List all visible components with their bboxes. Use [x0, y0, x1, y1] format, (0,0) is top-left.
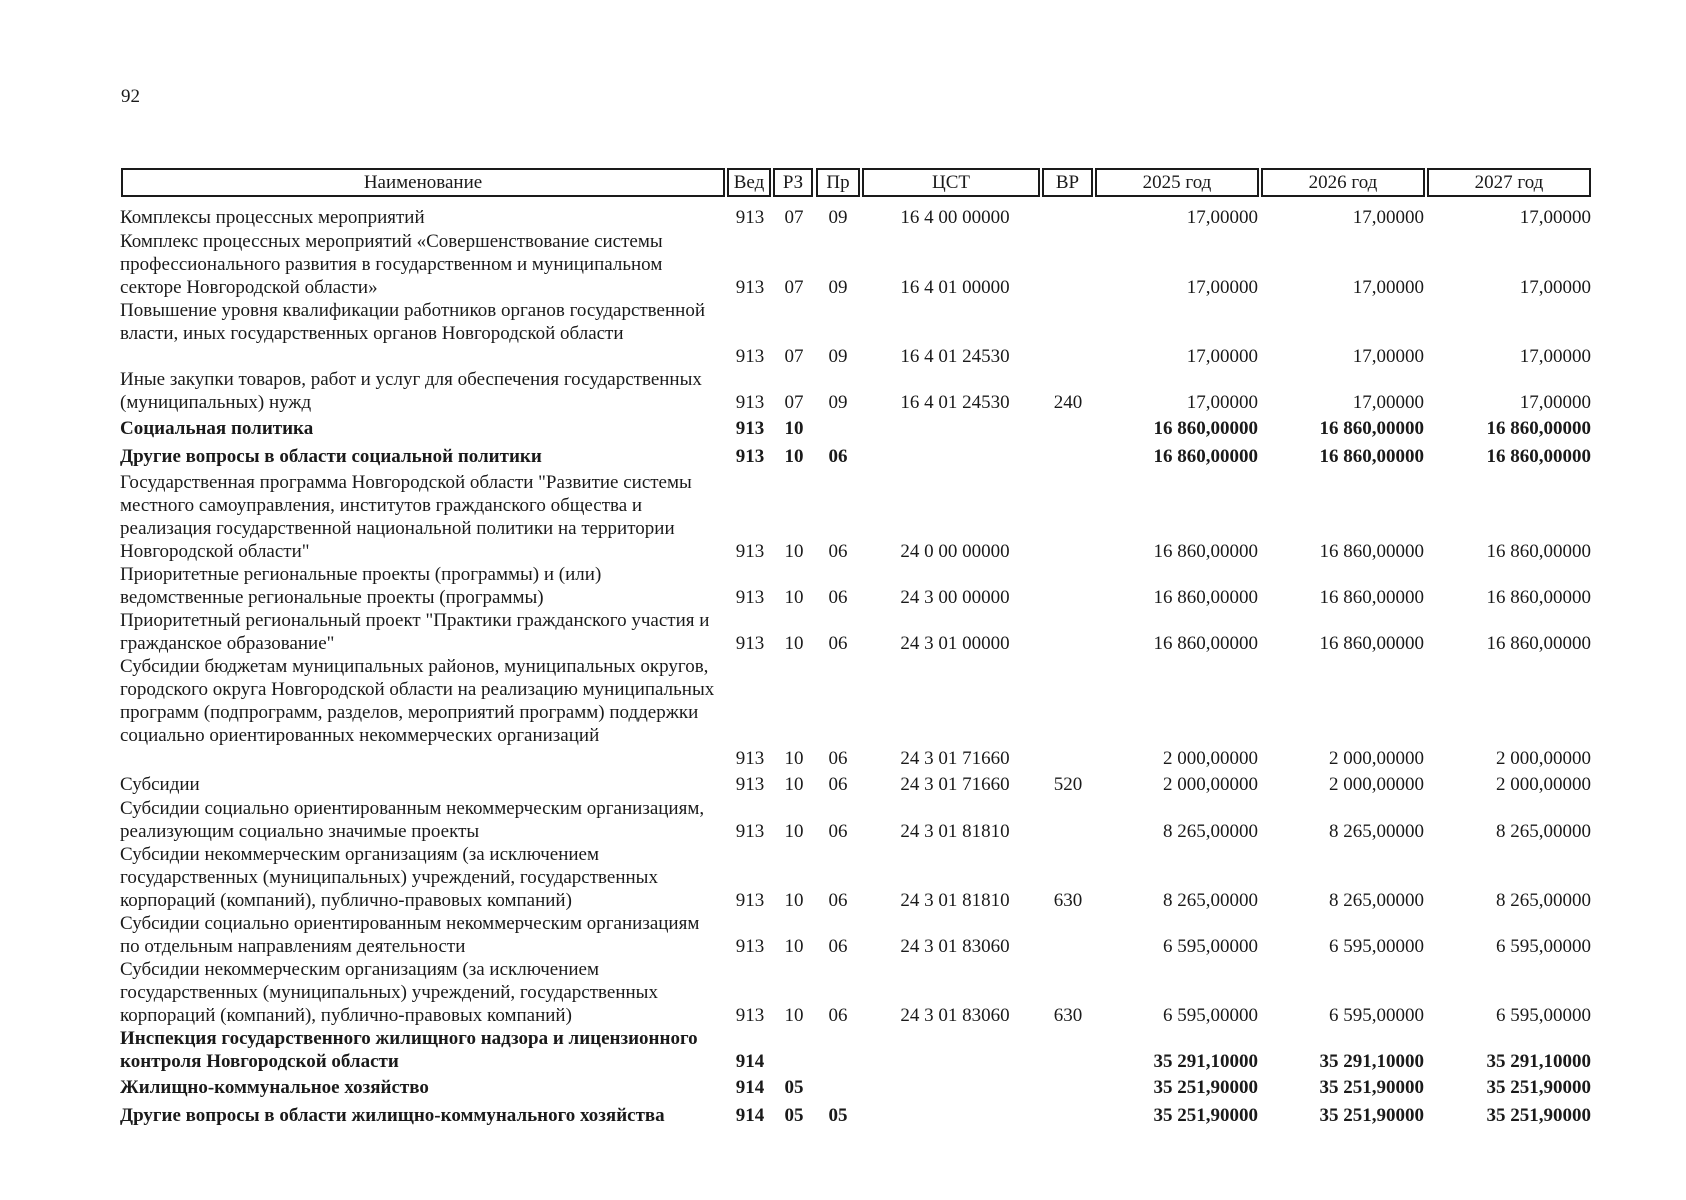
row-cst: 24 3 01 71660 — [900, 774, 1010, 795]
row-2027: 35 251,90000 — [1486, 1077, 1591, 1098]
row-rz: 10 — [784, 748, 804, 769]
row-2026: 8 265,00000 — [1329, 821, 1424, 842]
row-2025: 8 265,00000 — [1163, 890, 1258, 911]
row-2027: 16 860,00000 — [1486, 633, 1591, 654]
row-cst: 16 4 01 24530 — [900, 392, 1010, 413]
row-name: Субсидии социально ориентированным некоммерческим организациям, реализующим социально значимые проекты — [120, 798, 705, 842]
row-ved: 913 — [735, 774, 765, 795]
row-pr: 09 — [828, 346, 848, 367]
row-2025: 16 860,00000 — [1153, 541, 1258, 562]
row-name: Социальная политика — [120, 418, 314, 439]
row-name: Субсидии некоммерческим организациям (за исключением государственных (муниципальных) учреждений, государственных корпораций (компаний), публично-правовых компаний) — [120, 959, 658, 1026]
row-cst: 24 3 01 83060 — [900, 1005, 1010, 1026]
row-2025: 35 251,90000 — [1153, 1077, 1258, 1098]
row-vr: 630 — [1053, 1005, 1083, 1026]
row-2027: 35 251,90000 — [1486, 1105, 1591, 1126]
row-2027: 2 000,00000 — [1496, 774, 1591, 795]
row-2027: 17,00000 — [1519, 207, 1591, 228]
row-pr: 06 — [828, 821, 848, 842]
row-ved: 913 — [735, 346, 765, 367]
row-pr: 06 — [828, 774, 848, 795]
row-2026: 16 860,00000 — [1319, 446, 1424, 467]
row-2027: 2 000,00000 — [1496, 748, 1591, 769]
row-2026: 17,00000 — [1352, 346, 1424, 367]
row-ved: 913 — [735, 936, 765, 957]
row-2027: 17,00000 — [1519, 346, 1591, 367]
row-ved: 913 — [735, 277, 765, 298]
row-2025: 16 860,00000 — [1153, 587, 1258, 608]
row-cst: 16 4 01 00000 — [900, 277, 1010, 298]
row-pr: 06 — [828, 633, 848, 654]
row-cst: 24 3 01 81810 — [900, 890, 1010, 911]
row-2026: 2 000,00000 — [1329, 748, 1424, 769]
row-2026: 8 265,00000 — [1329, 890, 1424, 911]
header-vr-label: ВР — [1055, 171, 1080, 193]
row-name: Комплексы процессных мероприятий — [120, 207, 425, 228]
row-rz: 10 — [784, 418, 804, 439]
row-rz: 10 — [784, 821, 804, 842]
row-ved: 913 — [735, 587, 765, 608]
row-ved: 914 — [735, 1077, 765, 1098]
row-pr: 06 — [828, 748, 848, 769]
row-2025: 17,00000 — [1186, 277, 1258, 298]
row-ved: 913 — [735, 633, 765, 654]
row-pr: 09 — [828, 392, 848, 413]
header-rz-label: РЗ — [782, 171, 804, 193]
row-pr: 05 — [828, 1105, 848, 1126]
row-ved: 913 — [735, 890, 765, 911]
row-name: Повышение уровня квалификации работников органов государственной власти, иных государственных органов Новгородской области — [120, 300, 705, 344]
row-cst: 24 3 01 00000 — [900, 633, 1010, 654]
row-ved: 913 — [735, 541, 765, 562]
row-pr: 09 — [828, 277, 848, 298]
row-name: Приоритетные региональные проекты (программы) и (или) ведомственные региональные проекты (программы) — [120, 564, 602, 608]
row-name: Государственная программа Новгородской области "Развитие системы местного самоуправления, институтов гражданского общества и реализация государственной национальной политики на территории Новгородской области" — [120, 472, 692, 562]
row-2026: 16 860,00000 — [1319, 541, 1424, 562]
row-rz: 07 — [784, 392, 804, 413]
row-pr: 06 — [828, 446, 848, 467]
row-2027: 35 291,10000 — [1486, 1051, 1591, 1072]
row-2027: 8 265,00000 — [1496, 821, 1591, 842]
row-name: Иные закупки товаров, работ и услуг для обеспечения государственных (муниципальных) нужд — [120, 369, 702, 413]
row-name: Комплекс процессных мероприятий «Совершенствование системы профессионального развития в государственном и муниципальном секторе Новгородской области» — [120, 231, 663, 298]
header-2027-label: 2027 год — [1474, 171, 1544, 193]
row-2027: 16 860,00000 — [1486, 541, 1591, 562]
row-cst: 24 3 00 00000 — [900, 587, 1010, 608]
header-2026-label: 2026 год — [1308, 171, 1378, 193]
row-ved: 914 — [735, 1105, 765, 1126]
row-2027: 17,00000 — [1519, 277, 1591, 298]
row-2027: 17,00000 — [1519, 392, 1591, 413]
row-2025: 17,00000 — [1186, 392, 1258, 413]
row-rz: 10 — [784, 774, 804, 795]
header-pr-label: Пр — [826, 171, 850, 193]
row-2025: 6 595,00000 — [1163, 1005, 1258, 1026]
row-ved: 913 — [735, 207, 765, 228]
page-number: 92 — [121, 86, 140, 107]
row-vr: 630 — [1053, 890, 1083, 911]
row-rz: 10 — [784, 890, 804, 911]
row-cst: 16 4 00 00000 — [900, 207, 1010, 228]
row-2025: 6 595,00000 — [1163, 936, 1258, 957]
row-ved: 913 — [735, 392, 765, 413]
row-ved: 914 — [735, 1051, 765, 1072]
row-vr: 520 — [1053, 774, 1083, 795]
row-cst: 24 3 01 81810 — [900, 821, 1010, 842]
row-name: Приоритетный региональный проект "Практики гражданского участия и гражданское образование" — [120, 610, 710, 654]
row-ved: 913 — [735, 748, 765, 769]
row-2027: 16 860,00000 — [1486, 587, 1591, 608]
row-name: Субсидии социально ориентированным некоммерческим организациям по отдельным направлениям деятельности — [120, 913, 700, 957]
row-pr: 06 — [828, 587, 848, 608]
row-cst: 24 3 01 71660 — [900, 748, 1010, 769]
row-2027: 6 595,00000 — [1496, 1005, 1591, 1026]
row-rz: 10 — [784, 936, 804, 957]
row-2026: 2 000,00000 — [1329, 774, 1424, 795]
row-2025: 2 000,00000 — [1163, 748, 1258, 769]
row-pr: 06 — [828, 890, 848, 911]
row-pr: 06 — [828, 936, 848, 957]
header-name-label: Наименование — [363, 171, 483, 193]
row-name: Субсидии бюджетам муниципальных районов, муниципальных округов, городского округа Новгородской области на реализацию муниципальных программ (подпрограмм, разделов, мероприятий программ) поддержки социально ориентированных некоммерческих организаций — [120, 656, 715, 746]
row-rz: 10 — [784, 1005, 804, 1026]
row-ved: 913 — [735, 1005, 765, 1026]
row-rz: 07 — [784, 346, 804, 367]
header-2025-label: 2025 год — [1142, 171, 1212, 193]
row-2025: 35 291,10000 — [1153, 1051, 1258, 1072]
row-name: Субсидии — [120, 774, 200, 795]
row-2025: 16 860,00000 — [1153, 446, 1258, 467]
row-2025: 35 251,90000 — [1153, 1105, 1258, 1126]
row-name: Субсидии некоммерческим организациям (за исключением государственных (муниципальных) учреждений, государственных корпораций (компаний), публично-правовых компаний) — [120, 844, 658, 911]
row-rz: 10 — [784, 541, 804, 562]
row-name: Другие вопросы в области жилищно-коммунального хозяйства — [120, 1105, 665, 1126]
row-rz: 10 — [784, 633, 804, 654]
row-2026: 35 251,90000 — [1319, 1077, 1424, 1098]
row-2025: 2 000,00000 — [1163, 774, 1258, 795]
row-2026: 6 595,00000 — [1329, 936, 1424, 957]
row-2025: 17,00000 — [1186, 346, 1258, 367]
row-2026: 16 860,00000 — [1319, 633, 1424, 654]
row-2026: 17,00000 — [1352, 277, 1424, 298]
row-pr: 09 — [828, 207, 848, 228]
row-2025: 16 860,00000 — [1153, 633, 1258, 654]
row-pr: 06 — [828, 1005, 848, 1026]
row-2026: 17,00000 — [1352, 392, 1424, 413]
row-cst: 24 3 01 83060 — [900, 936, 1010, 957]
row-2027: 16 860,00000 — [1486, 446, 1591, 467]
row-2025: 8 265,00000 — [1163, 821, 1258, 842]
row-name: Другие вопросы в области социальной политики — [120, 446, 542, 467]
row-name: Жилищно-коммунальное хозяйство — [120, 1077, 429, 1098]
row-ved: 913 — [735, 418, 765, 439]
row-2027: 16 860,00000 — [1486, 418, 1591, 439]
row-rz: 10 — [784, 587, 804, 608]
row-2026: 6 595,00000 — [1329, 1005, 1424, 1026]
row-2026: 16 860,00000 — [1319, 418, 1424, 439]
row-ved: 913 — [735, 446, 765, 467]
header-cst-label: ЦСТ — [932, 171, 970, 193]
row-2026: 35 291,10000 — [1319, 1051, 1424, 1072]
row-pr: 06 — [828, 541, 848, 562]
row-2025: 16 860,00000 — [1153, 418, 1258, 439]
row-rz: 07 — [784, 277, 804, 298]
row-2025: 17,00000 — [1186, 207, 1258, 228]
row-vr: 240 — [1053, 392, 1083, 413]
row-2026: 16 860,00000 — [1319, 587, 1424, 608]
row-cst: 24 0 00 00000 — [900, 541, 1010, 562]
row-2026: 35 251,90000 — [1319, 1105, 1424, 1126]
row-2027: 8 265,00000 — [1496, 890, 1591, 911]
header-ved-label: Вед — [733, 171, 765, 193]
row-cst: 16 4 01 24530 — [900, 346, 1010, 367]
row-ved: 913 — [735, 821, 765, 842]
row-2027: 6 595,00000 — [1496, 936, 1591, 957]
row-2026: 17,00000 — [1352, 207, 1424, 228]
row-rz: 05 — [784, 1077, 804, 1098]
row-rz: 05 — [784, 1105, 804, 1126]
row-name: Инспекция государственного жилищного надзора и лицензионного контроля Новгородской области — [120, 1028, 698, 1072]
row-rz: 07 — [784, 207, 804, 228]
row-rz: 10 — [784, 446, 804, 467]
